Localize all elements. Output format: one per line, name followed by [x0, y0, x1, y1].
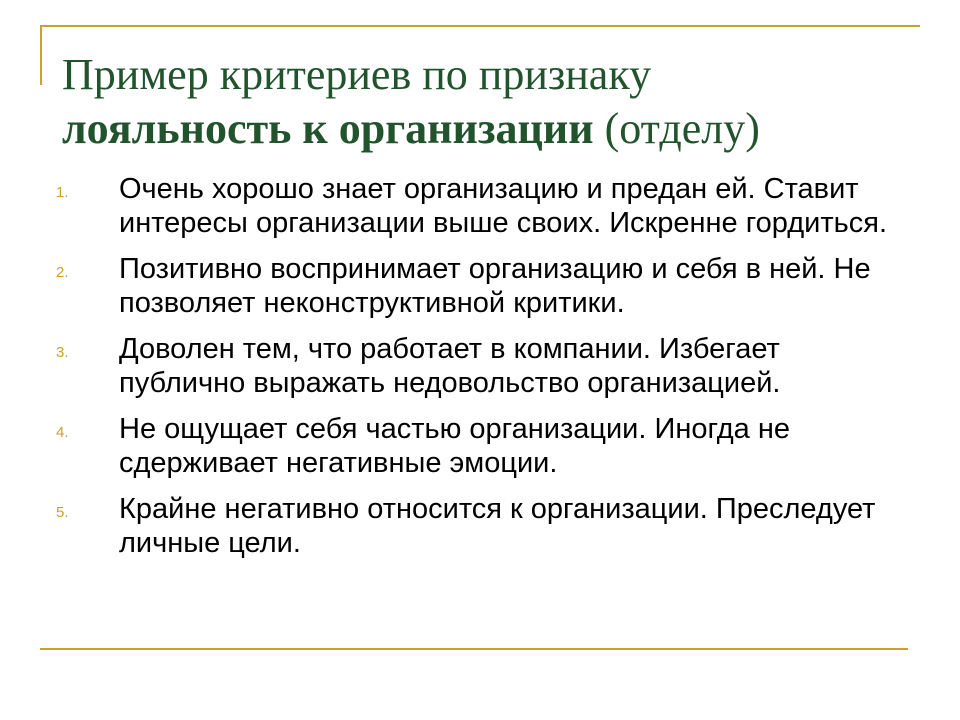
- title-bold-phrase: лояльность к организации: [62, 104, 594, 153]
- list-item: [0, 492, 899, 560]
- item-number: 1.: [56, 184, 69, 201]
- title-line-2: [62, 102, 922, 156]
- title-suffix: (отделу): [593, 104, 760, 153]
- top-divider: [40, 25, 920, 27]
- slide-title: [62, 48, 922, 156]
- left-divider: [40, 25, 42, 85]
- list-item: [0, 252, 899, 320]
- criteria-list: [0, 172, 960, 572]
- item-text: Позитивно воспринимает организацию и себя в ней. Не позволяет неконструктивной критики.: [119, 253, 871, 319]
- bottom-divider: [40, 648, 908, 650]
- list-item: [0, 412, 899, 480]
- item-text: Крайне негативно относится к организации. Преследует личные цели.: [119, 493, 876, 559]
- title-line-1: Пример критериев по признаку: [62, 50, 652, 99]
- list-item: [0, 332, 899, 400]
- item-number: 5.: [56, 504, 69, 521]
- item-number: 4.: [56, 424, 69, 441]
- item-number: 3.: [56, 344, 69, 361]
- list-item: [0, 172, 899, 240]
- item-text: Не ощущает себя частью организации. Иногда не сдерживает негативные эмоции.: [119, 413, 791, 479]
- item-text: Доволен тем, что работает в компании. Избегает публично выражать недовольство организацией.: [119, 333, 781, 399]
- item-text: Очень хорошо знает организацию и предан ей. Ставит интересы организации выше своих. Искренне гордиться.: [119, 173, 888, 239]
- item-number: 2.: [56, 264, 69, 281]
